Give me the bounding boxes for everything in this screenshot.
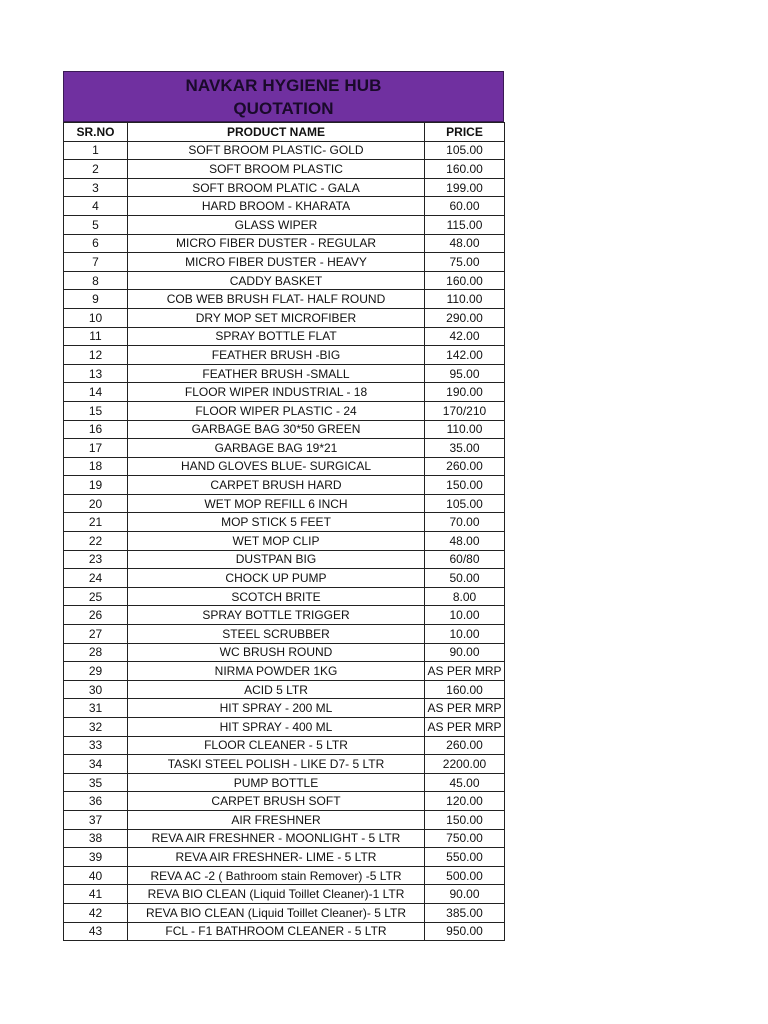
cell-product-name: AIR FRESHNER <box>128 810 425 829</box>
table-row <box>64 550 505 569</box>
table-row <box>64 271 505 290</box>
table-row <box>64 476 505 495</box>
cell-srno: 32 <box>64 718 128 737</box>
table-row <box>64 829 505 848</box>
cell-product-name: HARD BROOM - KHARATA <box>128 197 425 216</box>
table-row <box>64 643 505 662</box>
cell-price: 170/210 <box>425 401 505 420</box>
cell-price: 70.00 <box>425 513 505 532</box>
cell-product-name: REVA AIR FRESHNER- LIME - 5 LTR <box>128 848 425 867</box>
table-row <box>64 662 505 681</box>
cell-price: 10.00 <box>425 606 505 625</box>
cell-price: 950.00 <box>425 922 505 941</box>
cell-product-name: FLOOR WIPER PLASTIC - 24 <box>128 401 425 420</box>
cell-product-name: REVA BIO CLEAN (Liquid Toillet Cleaner)- 5 LTR <box>128 903 425 922</box>
cell-price: 150.00 <box>425 810 505 829</box>
table-row <box>64 736 505 755</box>
table-row <box>64 625 505 644</box>
table-row <box>64 178 505 197</box>
table-row <box>64 308 505 327</box>
document-title: QUOTATION <box>233 98 334 118</box>
cell-product-name: CADDY BASKET <box>128 271 425 290</box>
table-row <box>64 401 505 420</box>
table-row <box>64 141 505 160</box>
cell-price: 50.00 <box>425 569 505 588</box>
cell-price: 120.00 <box>425 792 505 811</box>
cell-price: 110.00 <box>425 290 505 309</box>
cell-product-name: HIT SPRAY - 200 ML <box>128 699 425 718</box>
cell-srno: 24 <box>64 569 128 588</box>
table-row <box>64 439 505 458</box>
company-name: NAVKAR HYGIENE HUB <box>185 75 382 95</box>
quotation-sheet <box>63 71 504 941</box>
cell-srno: 1 <box>64 141 128 160</box>
cell-srno: 6 <box>64 234 128 253</box>
cell-srno: 36 <box>64 792 128 811</box>
cell-srno: 27 <box>64 625 128 644</box>
table-row <box>64 197 505 216</box>
cell-price: 2200.00 <box>425 755 505 774</box>
cell-srno: 15 <box>64 401 128 420</box>
cell-product-name: FEATHER BRUSH -SMALL <box>128 364 425 383</box>
cell-price: 199.00 <box>425 178 505 197</box>
cell-srno: 11 <box>64 327 128 346</box>
cell-srno: 33 <box>64 736 128 755</box>
table-row <box>64 160 505 179</box>
table-row <box>64 866 505 885</box>
cell-srno: 35 <box>64 773 128 792</box>
table-row <box>64 848 505 867</box>
cell-srno: 20 <box>64 494 128 513</box>
cell-product-name: GARBAGE BAG 19*21 <box>128 439 425 458</box>
title-banner <box>63 71 504 122</box>
cell-srno: 30 <box>64 680 128 699</box>
cell-srno: 10 <box>64 308 128 327</box>
table-row <box>64 532 505 551</box>
cell-price: 42.00 <box>425 327 505 346</box>
table-row <box>64 420 505 439</box>
cell-price: 8.00 <box>425 587 505 606</box>
cell-price: 105.00 <box>425 141 505 160</box>
cell-product-name: MICRO FIBER DUSTER - HEAVY <box>128 253 425 272</box>
cell-product-name: FCL - F1 BATHROOM CLEANER - 5 LTR <box>128 922 425 941</box>
cell-price: 35.00 <box>425 439 505 458</box>
cell-product-name: ACID 5 LTR <box>128 680 425 699</box>
cell-price: 142.00 <box>425 346 505 365</box>
cell-price: 190.00 <box>425 383 505 402</box>
cell-srno: 23 <box>64 550 128 569</box>
table-row <box>64 234 505 253</box>
cell-price: 160.00 <box>425 680 505 699</box>
cell-srno: 29 <box>64 662 128 681</box>
cell-price: AS PER MRP <box>425 699 505 718</box>
cell-product-name: FLOOR CLEANER - 5 LTR <box>128 736 425 755</box>
cell-price: 160.00 <box>425 271 505 290</box>
cell-product-name: DUSTPAN BIG <box>128 550 425 569</box>
cell-product-name: REVA AIR FRESHNER - MOONLIGHT - 5 LTR <box>128 829 425 848</box>
cell-srno: 2 <box>64 160 128 179</box>
table-row <box>64 253 505 272</box>
cell-product-name: NIRMA POWDER 1KG <box>128 662 425 681</box>
cell-srno: 13 <box>64 364 128 383</box>
cell-product-name: DRY MOP SET MICROFIBER <box>128 308 425 327</box>
cell-srno: 8 <box>64 271 128 290</box>
cell-price: 160.00 <box>425 160 505 179</box>
cell-price: 10.00 <box>425 625 505 644</box>
cell-srno: 31 <box>64 699 128 718</box>
table-row <box>64 364 505 383</box>
column-header-price: PRICE <box>425 123 505 142</box>
cell-price: 150.00 <box>425 476 505 495</box>
cell-product-name: HIT SPRAY - 400 ML <box>128 718 425 737</box>
cell-srno: 16 <box>64 420 128 439</box>
table-row <box>64 569 505 588</box>
cell-price: 48.00 <box>425 532 505 551</box>
cell-price: 90.00 <box>425 643 505 662</box>
cell-srno: 17 <box>64 439 128 458</box>
column-header-product: PRODUCT NAME <box>128 123 425 142</box>
cell-price: AS PER MRP <box>425 718 505 737</box>
cell-product-name: WET MOP CLIP <box>128 532 425 551</box>
cell-srno: 5 <box>64 215 128 234</box>
table-row <box>64 755 505 774</box>
table-header-row <box>64 123 505 142</box>
cell-srno: 3 <box>64 178 128 197</box>
table-row <box>64 383 505 402</box>
cell-product-name: MOP STICK 5 FEET <box>128 513 425 532</box>
cell-price: 90.00 <box>425 885 505 904</box>
table-row <box>64 922 505 941</box>
column-header-srno: SR.NO <box>64 123 128 142</box>
cell-srno: 14 <box>64 383 128 402</box>
cell-price: 110.00 <box>425 420 505 439</box>
cell-product-name: STEEL SCRUBBER <box>128 625 425 644</box>
cell-srno: 9 <box>64 290 128 309</box>
cell-product-name: CARPET BRUSH HARD <box>128 476 425 495</box>
cell-product-name: SOFT BROOM PLASTIC <box>128 160 425 179</box>
table-row <box>64 606 505 625</box>
table-row <box>64 587 505 606</box>
cell-srno: 38 <box>64 829 128 848</box>
table-row <box>64 457 505 476</box>
cell-srno: 26 <box>64 606 128 625</box>
cell-srno: 42 <box>64 903 128 922</box>
cell-product-name: SOFT BROOM PLASTIC- GOLD <box>128 141 425 160</box>
cell-price: 95.00 <box>425 364 505 383</box>
cell-srno: 28 <box>64 643 128 662</box>
cell-srno: 41 <box>64 885 128 904</box>
cell-srno: 22 <box>64 532 128 551</box>
cell-product-name: SOFT BROOM PLATIC - GALA <box>128 178 425 197</box>
cell-product-name: MICRO FIBER DUSTER - REGULAR <box>128 234 425 253</box>
table-row <box>64 792 505 811</box>
table-row <box>64 680 505 699</box>
table-row <box>64 290 505 309</box>
cell-srno: 40 <box>64 866 128 885</box>
cell-product-name: SCOTCH BRITE <box>128 587 425 606</box>
cell-product-name: PUMP BOTTLE <box>128 773 425 792</box>
cell-product-name: COB WEB BRUSH FLAT- HALF ROUND <box>128 290 425 309</box>
cell-price: 48.00 <box>425 234 505 253</box>
cell-srno: 25 <box>64 587 128 606</box>
cell-product-name: GARBAGE BAG 30*50 GREEN <box>128 420 425 439</box>
table-row <box>64 773 505 792</box>
table-row <box>64 346 505 365</box>
cell-product-name: HAND GLOVES BLUE- SURGICAL <box>128 457 425 476</box>
cell-price: 750.00 <box>425 829 505 848</box>
cell-product-name: TASKI STEEL POLISH - LIKE D7- 5 LTR <box>128 755 425 774</box>
cell-srno: 4 <box>64 197 128 216</box>
cell-product-name: FLOOR WIPER INDUSTRIAL - 18 <box>128 383 425 402</box>
cell-product-name: WET MOP REFILL 6 INCH <box>128 494 425 513</box>
table-row <box>64 327 505 346</box>
cell-price: 260.00 <box>425 736 505 755</box>
cell-price: 45.00 <box>425 773 505 792</box>
table-row <box>64 810 505 829</box>
cell-product-name: CHOCK UP PUMP <box>128 569 425 588</box>
cell-price: 550.00 <box>425 848 505 867</box>
cell-srno: 19 <box>64 476 128 495</box>
cell-product-name: WC BRUSH ROUND <box>128 643 425 662</box>
price-table <box>63 122 505 941</box>
cell-srno: 34 <box>64 755 128 774</box>
cell-price: 105.00 <box>425 494 505 513</box>
cell-srno: 37 <box>64 810 128 829</box>
cell-price: 290.00 <box>425 308 505 327</box>
table-row <box>64 885 505 904</box>
cell-price: 60/80 <box>425 550 505 569</box>
cell-price: 500.00 <box>425 866 505 885</box>
cell-price: 115.00 <box>425 215 505 234</box>
cell-srno: 39 <box>64 848 128 867</box>
cell-price: AS PER MRP <box>425 662 505 681</box>
cell-product-name: SPRAY BOTTLE TRIGGER <box>128 606 425 625</box>
table-row <box>64 513 505 532</box>
table-row <box>64 903 505 922</box>
cell-price: 260.00 <box>425 457 505 476</box>
cell-price: 75.00 <box>425 253 505 272</box>
cell-price: 60.00 <box>425 197 505 216</box>
cell-product-name: REVA AC -2 ( Bathroom stain Remover) -5 LTR <box>128 866 425 885</box>
cell-product-name: REVA BIO CLEAN (Liquid Toillet Cleaner)-1 LTR <box>128 885 425 904</box>
table-row <box>64 699 505 718</box>
cell-srno: 7 <box>64 253 128 272</box>
cell-product-name: FEATHER BRUSH -BIG <box>128 346 425 365</box>
table-row <box>64 718 505 737</box>
cell-srno: 18 <box>64 457 128 476</box>
cell-srno: 21 <box>64 513 128 532</box>
table-row <box>64 215 505 234</box>
cell-srno: 12 <box>64 346 128 365</box>
cell-srno: 43 <box>64 922 128 941</box>
cell-product-name: CARPET BRUSH SOFT <box>128 792 425 811</box>
cell-product-name: GLASS WIPER <box>128 215 425 234</box>
table-row <box>64 494 505 513</box>
cell-price: 385.00 <box>425 903 505 922</box>
cell-product-name: SPRAY BOTTLE FLAT <box>128 327 425 346</box>
